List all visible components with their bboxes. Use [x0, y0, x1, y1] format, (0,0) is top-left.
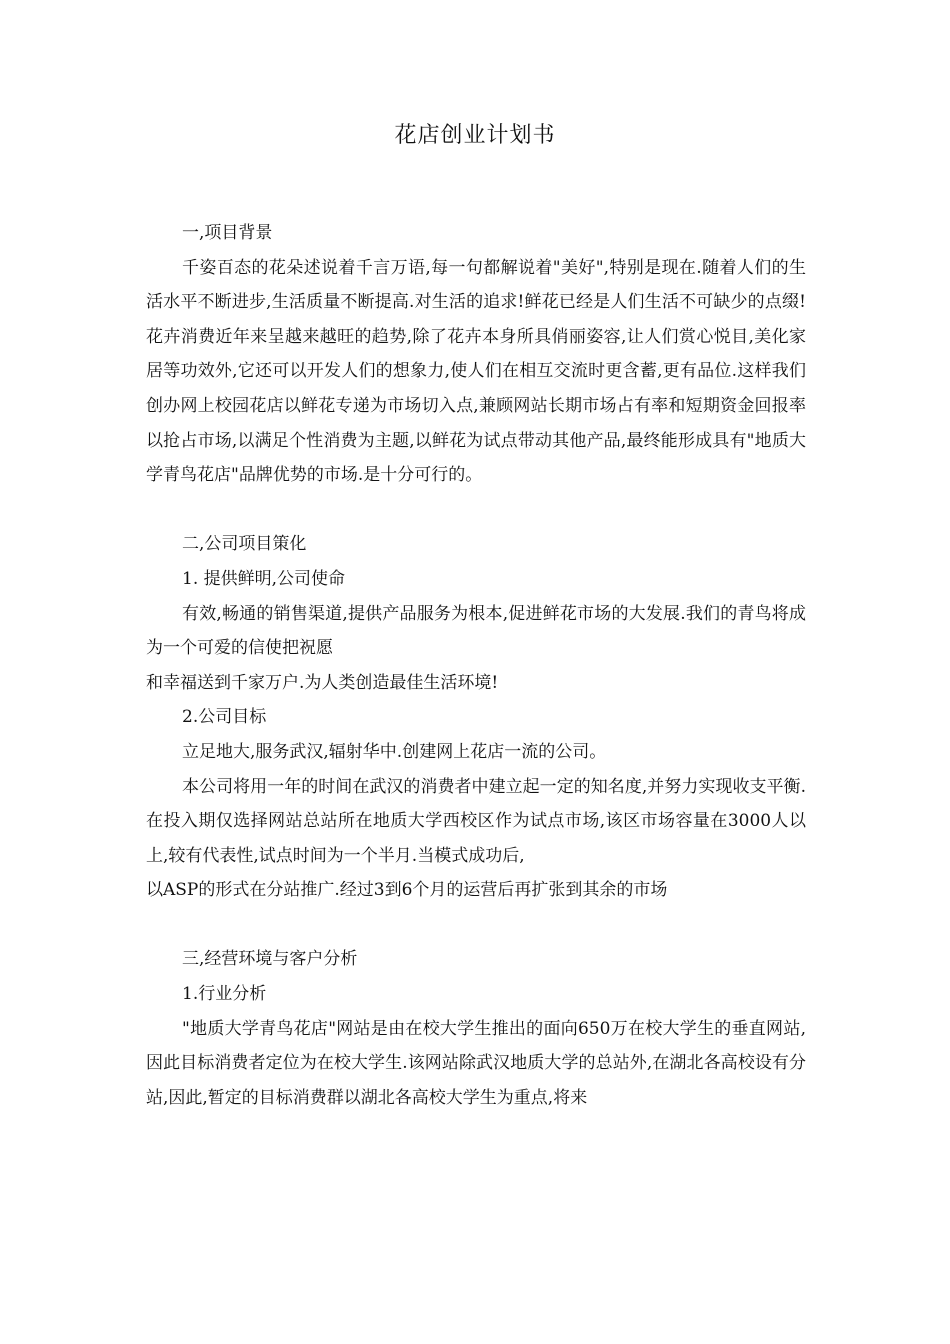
paragraph-goals-detail-continued: 以ASP的形式在分站推广.经过3到6个月的运营后再扩张到其余的市场	[146, 880, 668, 901]
section-heading-environment: 三,经营环境与客户分析	[182, 949, 358, 970]
spacer	[146, 908, 806, 943]
paragraph-mission: 有效,畅通的销售渠道,提供产品服务为根本,促进鲜花市场的大发展.我们的青鸟将成为一个可爱的信使把祝愿	[146, 603, 806, 659]
section-heading-background: 一,项目背景	[182, 223, 273, 243]
list-item-industry: 1.行业分析	[182, 984, 267, 1005]
paragraph-mission-continued: 和幸福送到千家万户.为人类创造最佳生活环境!	[146, 672, 499, 693]
paragraph-goals-detail: 本公司将用一年的时间在武汉的消费者中建立起一定的知名度,并努力实现收支平衡. 在投入期仅选择网站总站所在地质大学西校区作为试点市场,该区市场容量在3000人以上,较有代表性,试点时间为一个半月.当模式成功后,	[146, 776, 806, 866]
list-item-goals: 2.公司目标	[182, 707, 267, 728]
spacer	[146, 493, 806, 528]
document-body	[146, 216, 806, 1115]
section-heading-planning: 二,公司项目策化	[182, 534, 307, 555]
paragraph-industry: "地质大学青鸟花店"网站是由在校大学生推出的面向650万在校大学生的垂直网站,因此目标消费者定位为在校大学生.该网站除武汉地质大学的总站外,在湖北各高校设有分站,因此,暂定的目标消费群以湖北各高校大学生为重点,将来	[146, 1018, 806, 1108]
document-title: 花店创业计划书	[394, 123, 556, 148]
paragraph-goals: 立足地大,服务武汉,辐射华中.创建网上花店一流的公司。	[182, 741, 607, 762]
list-item-mission: 1. 提供鲜明,公司使命	[182, 568, 346, 589]
paragraph-background: 千姿百态的花朵述说着千言万语,每一句都解说着"美好",特别是现在.随着人们的生活水平不断进步,生活质量不断提高.对生活的追求!鲜花已经是人们生活不可缺少的点缀!花卉消费近年来呈越来越旺的趋势,除了花卉本身所具俏丽姿容,让人们赏心悦目,美化家居等功效外,它还可以开发人们的想象力,使人们在相互交流时更含蓄,更有品位.这样我们创办网上校园花店以鲜花专递为市场切入点,兼顾网站长期市场占有率和短期资金回报率以抢占市场,以满足个性消费为主题,以鲜花为试点带动其他产品,最终能形成具有"地质大学青鸟花店"品牌优势的市场.是十分可行的。	[146, 257, 806, 486]
